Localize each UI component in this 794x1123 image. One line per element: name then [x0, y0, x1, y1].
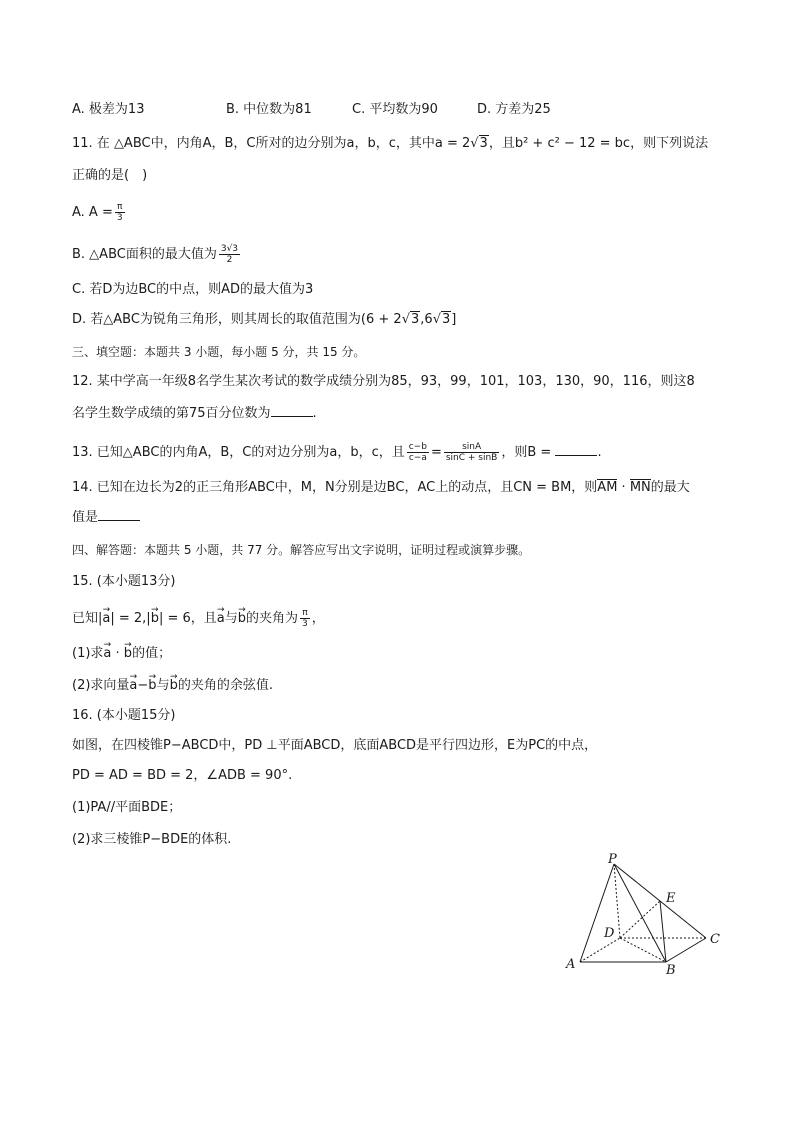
q11-option-b: B. △ABC面积的最大值为 $\frac{3√3}{2}$	[72, 244, 239, 265]
label-b: B	[666, 963, 676, 978]
pyramid-figure	[560, 850, 740, 980]
q16-sub2: (2)求三棱锥P−BDE的体积.	[72, 832, 232, 847]
section-heading-solutions: 四、解答题：本题共 5 小题，共 77 分。解答应写出文字说明，证明过程或演算步骤。	[72, 543, 531, 557]
q16-sub1: (1)PA//平面BDE；	[72, 800, 182, 815]
label-c: C	[710, 932, 720, 947]
answer-blank	[98, 508, 140, 521]
edge-ad	[580, 938, 620, 962]
q14-line2: 值是	[72, 508, 140, 528]
q11-stem-line1: 11. 在 △ABC中，内角A，B，C所对的边分别为a，b，c，其中a = 2√3，且b² + c² − 12 = bc，则下列说法	[72, 136, 709, 151]
edge-pb	[614, 864, 666, 962]
q11-option-c: C. 若D为边BC的中点，则AD的最大值为3	[72, 282, 314, 297]
edge-bc	[666, 938, 706, 962]
q15-sub1: (1)求→ a · → b的值；	[72, 644, 171, 664]
q12-line2: 名学生数学成绩的第75百分位数为 .	[72, 406, 317, 421]
q16-title: 16. (本小题15分)	[72, 708, 176, 723]
q12-line1: 12. 某中学高一年级8名学生某次考试的数学成绩分别为85，93，99，101，103，130，90，116，则这8	[72, 374, 695, 389]
label-p: P	[608, 852, 617, 867]
q11-stem-line2: 正确的是( )	[72, 168, 148, 183]
q16-line1: 如图，在四棱锥P−ABCD中，PD ⊥平面ABCD，底面ABCD是平行四边形，E为PC的中点，	[72, 738, 598, 753]
q15-sub2: (2)求向量→ a−→ b与→ b的夹角的余弦值.	[72, 676, 273, 696]
label-d: D	[604, 926, 615, 941]
answer-blank	[555, 443, 597, 456]
label-a: A	[566, 957, 576, 972]
fraction: $\frac{3√3}{2}$	[220, 244, 239, 265]
fraction: $\frac{\pi}{3}$	[302, 608, 308, 629]
edge-pa	[580, 864, 614, 962]
q14-line1: 14. 已知在边长为2的正三角形ABC中，M，N分别是边BC，AC上的动点，且CN = BM，则AM · MN的最大	[72, 480, 690, 495]
fraction: $\frac{\sin A}{\sin C + \sin B}$	[445, 442, 498, 463]
q10-option-a: A. 极差为13	[72, 102, 145, 117]
edge-pd	[614, 864, 620, 938]
q13-line: 13. 已知△ABC的内角A，B，C的对边分别为a，b，c，且 $\frac{c-b}{c-a}$ = $\frac{\sin A}{\sin C + \sin B}$ ，则B = .	[72, 442, 602, 463]
vector-mn: MN	[629, 480, 651, 495]
q11-option-d: D. 若△ABC为锐角三角形，则其周长的取值范围为(6 + 2√3,6√3]	[72, 312, 457, 327]
q10-option-c: C. 平均数为90	[352, 102, 438, 117]
q15-title: 15. (本小题13分)	[72, 574, 176, 589]
section-heading-fill-in: 三、填空题：本题共 3 小题，每小题 5 分，共 15 分。	[72, 345, 366, 359]
label-e: E	[666, 891, 676, 906]
q11-option-a: A. A = $\frac{\pi}{3}$	[72, 202, 123, 223]
sqrt-sign: √	[470, 136, 479, 151]
vector-am: AM	[597, 480, 618, 495]
q15-condition: 已知|→ a| = 2,|→ b| = 6，且→ a与→ b的夹角为 $\frac{\pi}{3}$ ，	[72, 608, 325, 629]
fraction: $\frac{c-b}{c-a}$	[408, 442, 427, 463]
fraction: $\frac{\pi}{3}$	[116, 202, 123, 223]
q16-line2: PD = AD = BD = 2，∠ADB = 90°.	[72, 768, 293, 783]
edge-de	[620, 901, 660, 938]
answer-blank	[271, 404, 313, 417]
q10-option-d: D. 方差为25	[477, 102, 551, 117]
q10-option-b: B. 中位数为81	[226, 102, 312, 117]
